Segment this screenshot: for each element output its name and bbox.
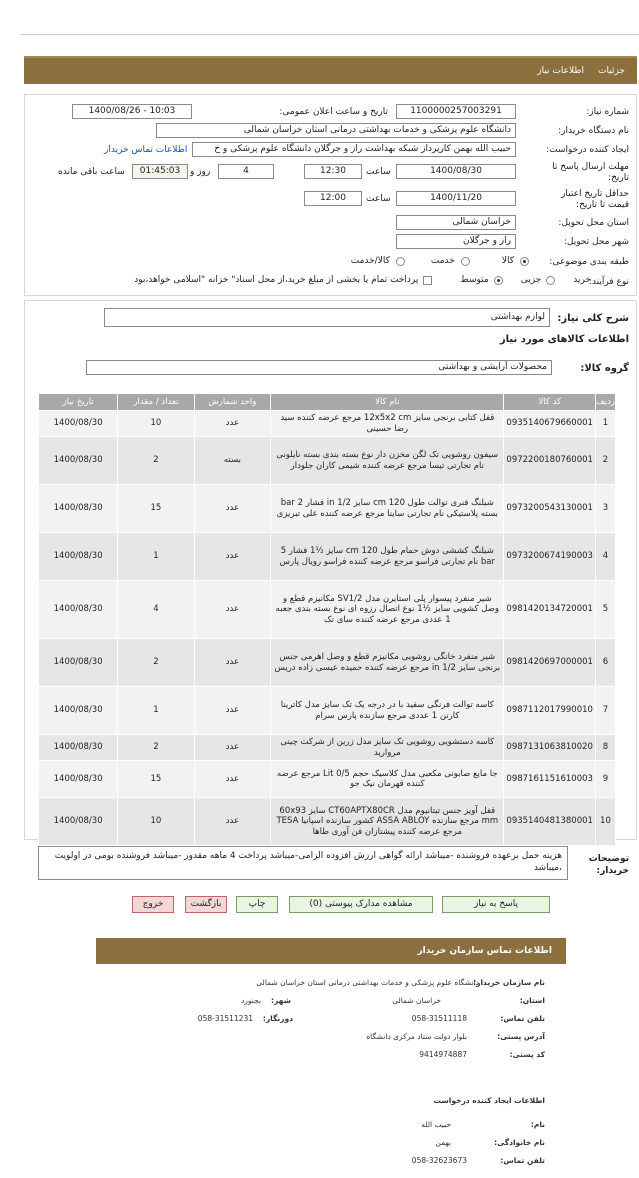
print-button[interactable]: چاپ <box>236 896 278 913</box>
row-date: 1400/08/30 <box>39 639 118 687</box>
validity-time-label: ساعت <box>366 194 391 204</box>
table-row <box>39 411 616 437</box>
contact-address-label: آدرس پستی: <box>497 1032 545 1041</box>
table-row <box>39 639 616 687</box>
creator-info-title: اطلاعات ایجاد کننده درخواست <box>433 1096 545 1105</box>
requester-field: حبیب الله بهمن کارپرداز شبکه بهداشت راز و جرگلان دانشگاه علوم پزشکی و خ <box>192 142 516 157</box>
payment-note: پرداخت تمام یا بخشی از مبلغ خرید،از محل اسناد" خزانه "اسلامی خواهد،بود <box>134 275 419 285</box>
creator-name-value: حبیب الله <box>421 1120 451 1129</box>
row-code: 0973200674190003 <box>504 533 596 581</box>
category-label: طبقه بندی موضوعی: <box>549 257 629 267</box>
cat-goods-radio[interactable] <box>520 257 529 266</box>
contact-header-bar: اطلاعات تماس سازمان خریدار <box>96 938 566 964</box>
creator-phone-label: تلفن تماس: <box>500 1156 545 1165</box>
proc-partial-label: جزیی <box>520 275 542 285</box>
row-code: 0935140679660001 <box>504 411 596 437</box>
contact-address-value: بلوار دولت ستاد مرکزی دانشگاه <box>366 1032 467 1041</box>
page-header-bar <box>24 56 637 84</box>
row-unit: عدد <box>194 735 271 761</box>
row-date: 1400/08/30 <box>39 581 118 639</box>
back-button[interactable]: بازگشت <box>185 896 227 913</box>
table-row <box>39 761 616 798</box>
proc-medium-radio[interactable] <box>494 276 503 285</box>
notes-label: توضیحات خریدار: <box>588 854 629 876</box>
row-qty: 2 <box>118 437 194 485</box>
row-code: 0981420697000001 <box>504 639 596 687</box>
row-qty: 1 <box>118 533 194 581</box>
row-index: 10 <box>595 798 615 846</box>
row-code: 0973200543130001 <box>504 485 596 533</box>
table-row <box>39 581 616 639</box>
row-unit: عدد <box>194 411 271 437</box>
col-index: ردیف <box>595 394 615 411</box>
buyer-org-field: دانشگاه علوم پزشکی و خدمات بهداشتی درمانی استان خراسان شمالی <box>156 123 516 138</box>
cat-service-label: خدمت <box>430 256 455 266</box>
need-number-field: 1100000257003291 <box>396 104 516 119</box>
proc-partial-radio[interactable] <box>546 276 555 285</box>
table-header-row <box>39 394 616 411</box>
row-name: جا مایع صابونی مکعبی مدل کلاسیک حجم 0/5 Lit مرجع عرضه کننده قهرمان نیک جو <box>271 761 504 798</box>
row-date: 1400/08/30 <box>39 437 118 485</box>
row-code: 0981420134720001 <box>504 581 596 639</box>
contact-city-value: بجنورد <box>240 996 261 1005</box>
desc-label: شرح کلی نیاز: <box>557 313 629 324</box>
row-index: 7 <box>595 687 615 735</box>
row-code: 0935140481380001 <box>504 798 596 846</box>
table-row <box>39 687 616 735</box>
row-name: شیر منفرد خانگی روشویی مکانیزم قطع و وصل اهرمی جنس برنجی سایز 1/2 in مرجع عرضه کننده حمیده عیسی زاده دریس <box>271 639 504 687</box>
col-code: کد کالا <box>504 394 596 411</box>
row-unit: عدد <box>194 798 271 846</box>
tab-details[interactable]: جزئیات <box>598 66 625 76</box>
remaining-label: ساعت باقی مانده <box>58 167 125 177</box>
row-unit: عدد <box>194 581 271 639</box>
row-date: 1400/08/30 <box>39 798 118 846</box>
row-qty: 15 <box>118 485 194 533</box>
contact-org-value: دانشگاه علوم پزشکی و خدمات بهداشتی درمانی استان خراسان شمالی <box>256 978 479 987</box>
row-name: شیلنگ فنری توالت طول 120 cm سایز 1/2 in فشار 2 bar بسته پلاستیکی نام تجارتی ساینا مرجع عرضه کننده علی تبریزی <box>271 485 504 533</box>
table-row <box>39 437 616 485</box>
category-radio-group <box>351 256 529 266</box>
row-qty: 10 <box>118 798 194 846</box>
min-validity-label: حداقل تاریخ اعتبار قیمت تا تاریخ: <box>561 189 629 210</box>
announce-label: تاریخ و ساعت اعلان عمومی: <box>279 107 388 117</box>
row-unit: عدد <box>194 485 271 533</box>
col-qty: تعداد / مقدار <box>118 394 194 411</box>
row-name: قفل آویز جنس تیتانیوم مدل CT60APTX80CR سایز 60x93 mm مرجع سازنده ASSA ABLOY کشور سازنده اسپانیا TESA مرجع عرضه کننده پیشتازان فن آوری طاها <box>271 798 504 846</box>
proc-buy-label: خرید <box>573 275 591 285</box>
creator-name-label: نام: <box>530 1120 545 1129</box>
exit-button[interactable]: خروج <box>132 896 174 913</box>
process-label: نوع فرآیند: <box>588 277 629 287</box>
row-index: 6 <box>595 639 615 687</box>
row-name: کاسه دستشویی روشویی تک سایز مدل زرین از شرکت چینی مروارید <box>271 735 504 761</box>
contact-province-value: خراسان شمالی <box>392 996 441 1005</box>
send-deadline-label: مهلت ارسال پاسخ تا تاریخ: <box>552 162 629 183</box>
process-radio-group <box>134 275 591 285</box>
send-time-label: ساعت <box>366 167 391 177</box>
row-qty: 4 <box>118 581 194 639</box>
table-row <box>39 735 616 761</box>
province-label: استان محل تحویل: <box>558 218 629 228</box>
row-index: 8 <box>595 735 615 761</box>
cat-goods-label: کالا <box>501 256 514 266</box>
row-unit: عدد <box>194 533 271 581</box>
contact-postal-label: کد پستی: <box>509 1050 545 1059</box>
row-index: 5 <box>595 581 615 639</box>
need-number-label: شماره نیاز: <box>586 107 629 117</box>
row-qty: 2 <box>118 735 194 761</box>
row-index: 9 <box>595 761 615 798</box>
send-date-field: 1400/08/30 <box>396 164 516 179</box>
notes-field: هزینه حمل برعهده فروشنده -میباشد ارائه گواهی ارزش افزوده الزامی-میباشد پرداخت 4 ماهه مقدور -میباشد فروشنده بومی در اولویت ،میباشد <box>38 846 568 880</box>
city-field: راز و جرگلان <box>396 234 516 249</box>
row-date: 1400/08/30 <box>39 485 118 533</box>
proc-medium-label: متوسط <box>460 275 489 285</box>
row-name: شیر منفرد پیسوار پلی استایرن مدل SV1/2 مکانیزم قطع و وصل کشویی سایز ½1 نوع اتصال رزوه ای نوع بسته بندی جعبه 1 عددی مرجع عرضه کننده سای تک <box>271 581 504 639</box>
creator-family-value: بهمن <box>435 1138 451 1147</box>
announce-field: 1400/08/26 - 10:03 <box>72 104 192 119</box>
cat-goods-service-radio[interactable] <box>396 257 405 266</box>
send-time-field: 12:30 <box>304 164 362 179</box>
creator-phone-value: 058-32623673 <box>411 1156 467 1165</box>
table-row <box>39 533 616 581</box>
contact-phone-label: تلفن تماس: <box>500 1014 545 1023</box>
tab-need-info[interactable]: اطلاعات نیاز <box>537 66 585 76</box>
group-field: محصولات آرایشی و بهداشتی <box>86 360 552 375</box>
col-unit: واحد شمارش <box>194 394 271 411</box>
city-label: شهر محل تحویل: <box>563 237 629 247</box>
table-row <box>39 798 616 846</box>
requester-label: ایجاد کننده درخواست: <box>546 145 629 155</box>
row-unit: عدد <box>194 761 271 798</box>
row-code: 0987131063810020 <box>504 735 596 761</box>
row-date: 1400/08/30 <box>39 735 118 761</box>
remaining-time-field: 01:45:03 <box>132 164 188 179</box>
row-name: سیفون روشویی تک لگن مخزن دار نوع بسته بندی بسته نایلونی نام تجارتی تیسا مرجع عرضه کننده شیمی کاران جلودار <box>271 437 504 485</box>
cat-service-radio[interactable] <box>461 257 470 266</box>
group-label: گروه کالا: <box>580 363 629 374</box>
goods-info-title: اطلاعات کالاهای مورد نیاز <box>499 334 629 345</box>
validity-time-field: 12:00 <box>304 191 362 206</box>
contact-province-label: استان: <box>519 996 545 1005</box>
col-name: نام کالا <box>271 394 504 411</box>
row-index: 4 <box>595 533 615 581</box>
contact-fax-value: 058-31511231 <box>197 1014 253 1023</box>
payment-checkbox[interactable] <box>423 276 432 285</box>
row-date: 1400/08/30 <box>39 411 118 437</box>
row-qty: 10 <box>118 411 194 437</box>
row-name: شیلنگ کششی دوش حمام طول 120 cm سایز ½1 فشار 5 bar نام تجارتی فراسو مرجع عرضه کننده فراسو رویال پارس <box>271 533 504 581</box>
contact-fax-label: دورنگار: <box>262 1014 293 1023</box>
days-field: 4 <box>218 164 274 179</box>
col-date: تاریخ نیاز <box>39 394 118 411</box>
row-date: 1400/08/30 <box>39 687 118 735</box>
row-qty: 1 <box>118 687 194 735</box>
buyer-contact-link[interactable]: اطلاعات تماس خریدار <box>104 145 188 155</box>
contact-city-label: شهر: <box>271 996 291 1005</box>
cat-goods-service-label: کالا/خدمت <box>350 256 390 266</box>
row-index: 1 <box>595 411 615 437</box>
row-code: 0987112017990010 <box>504 687 596 735</box>
attachments-button[interactable]: مشاهده مدارک پیوستی (0) <box>289 896 433 913</box>
row-index: 3 <box>595 485 615 533</box>
creator-family-label: نام خانوادگی: <box>494 1138 545 1147</box>
row-qty: 2 <box>118 639 194 687</box>
buyer-org-label: نام دستگاه خریدار: <box>558 126 629 136</box>
row-code: 0987161151610003 <box>504 761 596 798</box>
top-divider <box>20 34 639 35</box>
row-index: 2 <box>595 437 615 485</box>
row-code: 0972200180760001 <box>504 437 596 485</box>
row-date: 1400/08/30 <box>39 761 118 798</box>
row-name: قفل کتابی برنجی سایز 12x5x2 cm مرجع عرضه کننده سید رضا حسینی <box>271 411 504 437</box>
goods-table <box>38 393 616 846</box>
row-name: کاسه توالت فرنگی سفید با در درجه یک تک سایز مدل کاترینا کارتن 1 عددی مرجع سازنده پارس سرام <box>271 687 504 735</box>
contact-phone-value: 058-31511118 <box>411 1014 467 1023</box>
row-date: 1400/08/30 <box>39 533 118 581</box>
row-unit: عدد <box>194 639 271 687</box>
reply-button[interactable]: پاسخ به نیاز <box>442 896 550 913</box>
row-qty: 15 <box>118 761 194 798</box>
days-label: روز و <box>190 167 211 177</box>
contact-postal-value: 9414974887 <box>419 1050 467 1059</box>
province-field: خراسان شمالی <box>396 215 516 230</box>
table-row <box>39 485 616 533</box>
contact-org-label: نام سازمان خریدار: <box>473 978 545 987</box>
row-unit: بسته <box>194 437 271 485</box>
row-unit: عدد <box>194 687 271 735</box>
desc-field: لوازم بهداشتی <box>104 308 550 327</box>
validity-date-field: 1400/11/20 <box>396 191 516 206</box>
